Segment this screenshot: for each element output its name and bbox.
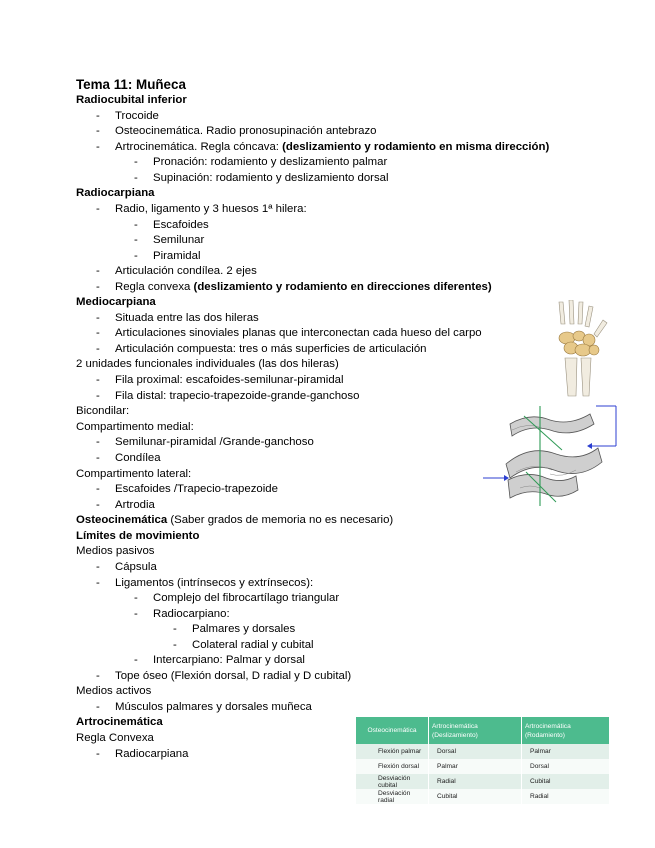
list-item: Radiocarpiano: [153, 608, 230, 620]
bullet-dash: - [96, 483, 100, 495]
table-cell: Desviación radial [356, 789, 429, 804]
table-row [356, 774, 610, 789]
list-item: Pronación: rodamiento y deslizamiento palmar [153, 156, 388, 168]
table-cell: Palmar [429, 759, 522, 774]
bullet-dash: - [96, 374, 100, 386]
table-cell: Flexión dorsal [356, 759, 429, 774]
bullet-dash: - [96, 748, 100, 760]
bullet-dash: - [134, 234, 138, 246]
bullet-dash: - [96, 390, 100, 402]
list-item: Piramidal [153, 250, 201, 262]
bullet-dash: - [134, 156, 138, 168]
wrist-bones-illustration [549, 300, 613, 398]
heading-radiocarpiana: Radiocarpiana [76, 187, 155, 199]
heading-artrocinematica: Artrocinemática [76, 716, 163, 728]
text-regular: (Saber grados de memoria no es necesario) [167, 514, 394, 526]
bullet-dash: - [96, 125, 100, 137]
heading-radiocubital: Radiocubital inferior [76, 94, 187, 106]
list-item: Fila distal: trapecio-trapezoide-grande-ganchoso [115, 390, 360, 402]
list-item: Radio, ligamento y 3 huesos 1ª hilera: [115, 203, 307, 215]
bullet-dash: - [96, 203, 100, 215]
list-item: Osteocinemática. Radio pronosupinación antebrazo [115, 125, 377, 137]
table-cell: Desviación cubital [356, 774, 429, 789]
bullet-dash: - [96, 701, 100, 713]
bullet-dash: - [173, 639, 177, 651]
text-bold: (deslizamiento y rodamiento en misma dirección) [282, 141, 550, 153]
table-cell: Radial [521, 789, 609, 804]
list-item: Supinación: rodamiento y deslizamiento dorsal [153, 172, 389, 184]
list-item: Articulaciones sinoviales planas que interconectan cada hueso del carpo [115, 327, 482, 339]
heading-mediocarpiana: Mediocarpiana [76, 296, 156, 308]
list-item: Articulación compuesta: tres o más superficies de articulación [115, 343, 427, 355]
table-row [356, 759, 610, 774]
bullet-dash: - [134, 654, 138, 666]
text-bold: Osteocinemática [76, 514, 168, 526]
list-item: Palmares y dorsales [192, 623, 296, 635]
list-item: Semilunar [153, 234, 205, 246]
page-title: Tema 11: Muñeca [76, 77, 186, 92]
list-item: Tope óseo (Flexión dorsal, D radial y D cubital) [115, 670, 352, 682]
paragraph: Bicondilar: [76, 405, 130, 417]
paragraph: Regla Convexa [76, 732, 154, 744]
bullet-dash: - [96, 499, 100, 511]
heading-osteocinematica [76, 513, 393, 528]
table-header: Artrocinemática (Deslizamiento) [429, 717, 522, 744]
bullet-dash: - [96, 110, 100, 122]
list-item: Artrodia [115, 499, 155, 511]
list-item: Complejo del fibrocartílago triangular [153, 592, 340, 604]
list-item: Escafoides [153, 219, 209, 231]
bullet-dash: - [96, 141, 100, 153]
list-item: Fila proximal: escafoides-semilunar-piramidal [115, 374, 344, 386]
table-header-row [356, 717, 610, 744]
carpal-xray-illustration [480, 402, 620, 514]
paragraph: 2 unidades funcionales individuales (las dos hileras) [76, 358, 339, 370]
bullet-dash: - [96, 327, 100, 339]
list-item [115, 140, 549, 155]
bullet-dash: - [96, 436, 100, 448]
bullet-dash: - [173, 623, 177, 635]
bullet-dash: - [96, 561, 100, 573]
bullet-dash: - [134, 608, 138, 620]
arthrokinematics-table [356, 717, 610, 804]
bullet-dash: - [96, 281, 100, 293]
bullet-dash: - [96, 452, 100, 464]
table-header: Osteocinemática [356, 717, 429, 744]
table-cell: Flexión palmar [356, 744, 429, 759]
table-row [356, 744, 610, 759]
list-item: Trocoide [115, 110, 159, 122]
bullet-dash: - [96, 577, 100, 589]
table-cell: Dorsal [429, 744, 522, 759]
bullet-dash: - [134, 250, 138, 262]
bullet-dash: - [96, 312, 100, 324]
list-item: Situada entre las dos hileras [115, 312, 259, 324]
list-item: Ligamentos (intrínsecos y extrínsecos): [115, 577, 314, 589]
list-item: Intercarpiano: Palmar y dorsal [153, 654, 305, 666]
text-regular: Regla convexa [115, 281, 194, 293]
text-regular: Artrocinemática. Regla cóncava: [115, 141, 283, 153]
table-cell: Cubital [429, 789, 522, 804]
table-cell: Radial [429, 774, 522, 789]
list-item: Articulación condílea. 2 ejes [115, 265, 257, 277]
bullet-dash: - [96, 670, 100, 682]
table-row [356, 789, 610, 804]
bullet-dash: - [134, 172, 138, 184]
list-item: Semilunar-piramidal /Grande-ganchoso [115, 436, 314, 448]
bullet-dash: - [134, 219, 138, 231]
list-item: Cápsula [115, 561, 157, 573]
text-bold: (deslizamiento y rodamiento en direcciones diferentes) [193, 281, 492, 293]
list-item: Condílea [115, 452, 161, 464]
list-item: Músculos palmares y dorsales muñeca [115, 701, 312, 713]
bullet-dash: - [96, 265, 100, 277]
table-cell: Dorsal [521, 759, 609, 774]
table-cell: Palmar [521, 744, 609, 759]
list-item: Radiocarpiana [115, 748, 189, 760]
paragraph: Medios pasivos [76, 545, 155, 557]
heading-limites: Límites de movimiento [76, 530, 200, 542]
list-item [115, 280, 492, 295]
paragraph: Medios activos [76, 685, 152, 697]
paragraph: Compartimento lateral: [76, 468, 192, 480]
list-item: Escafoides /Trapecio-trapezoide [115, 483, 278, 495]
list-item: Colateral radial y cubital [192, 639, 314, 651]
paragraph: Compartimento medial: [76, 421, 194, 433]
bullet-dash: - [134, 592, 138, 604]
bullet-dash: - [96, 343, 100, 355]
table-header: Artrocinemática (Rodamiento) [521, 717, 609, 744]
table-cell: Cubital [521, 774, 609, 789]
